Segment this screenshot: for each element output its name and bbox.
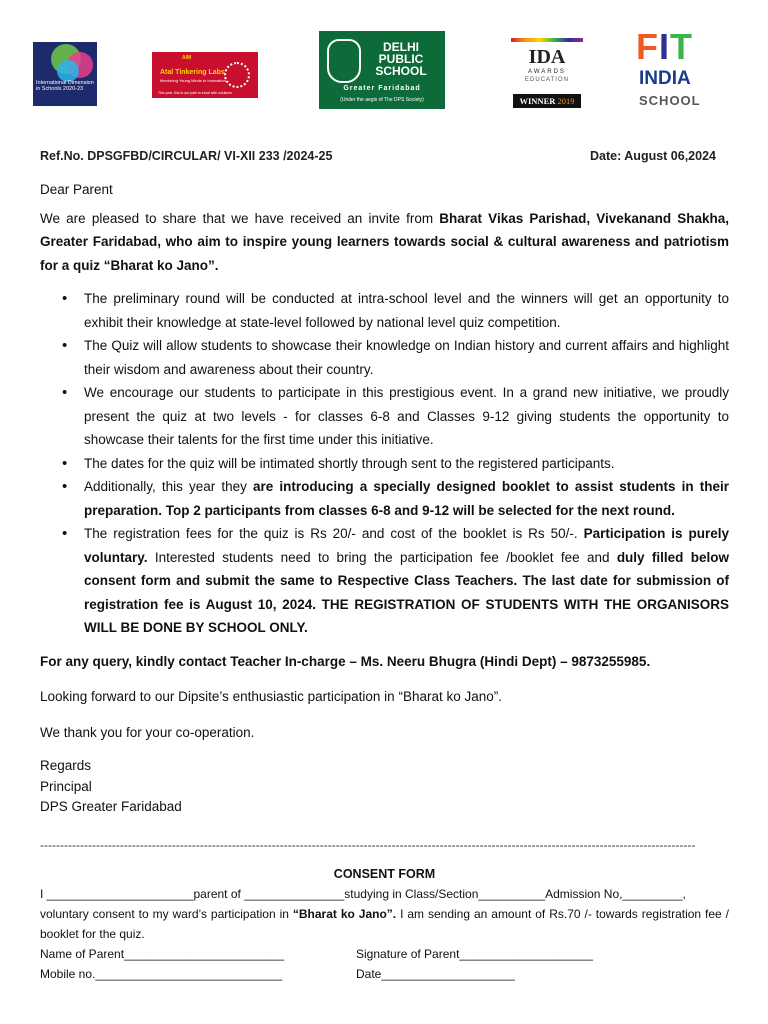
bullet-list <box>40 287 729 640</box>
consent-line-2 <box>40 904 729 944</box>
list-item: • The dates for the quiz will be intimated shortly through sent to the registered participants. <box>84 452 729 476</box>
ida-name: IDA <box>528 46 566 68</box>
ida-year: 2019 <box>557 96 575 106</box>
list-item: • The Quiz will allow students to showcase their knowledge on Indian history and current affairs and highlight their wisdom and awareness about their country. <box>84 334 729 381</box>
form-row-1 <box>40 944 729 964</box>
ida-winner-badge <box>513 94 581 108</box>
ida-winner: WINNER <box>519 96 556 106</box>
idis-logo-text: International Dimension in Schools 2020-23 <box>36 80 94 92</box>
cut-line-divider: -------------------------------------------------------------------------------------------------------------------------------------------------------------------- <box>40 838 696 852</box>
dps-branch: Greater Faridabad <box>343 85 421 92</box>
date-field[interactable]: Date____________________ <box>356 967 515 981</box>
b6-bold-2: duly filled below consent form and submit the same to Respective Class Teachers. The last date for submission of registration fee is August 10, 2024. THE REGISTRATION OF STUDENTS WITH THE ORGANISORS WILL BE DONE BY SCHOOL ONLY. <box>84 549 729 635</box>
salutation: Dear Parent <box>40 182 113 197</box>
reference-number: Ref.No. DPSGFBD/CIRCULAR/ VI-XII 233 /2024-25 <box>40 149 333 163</box>
fit-india-text: INDIA <box>639 68 691 89</box>
consent-amount-text: I am sending an amount of Rs.70 /- towards registration fee / booklet for the quiz. <box>40 907 730 941</box>
atl-subtitle: Mentoring Young Minds to Innovation <box>160 78 226 83</box>
quiz-name: “Bharat ko Jano”. <box>292 907 397 921</box>
dps-name: DELHI PUBLIC SCHOOL <box>375 40 427 78</box>
dps-aegis: (Under the aegis of The DPS Society) <box>340 97 424 103</box>
dps-logo <box>319 31 445 109</box>
list-item <box>84 522 729 640</box>
principal-title: Principal <box>40 778 92 794</box>
atl-title: Atal Tinkering Labs <box>160 69 225 76</box>
signature-block <box>40 756 729 818</box>
consent-form-title: CONSENT FORM <box>333 867 436 881</box>
query-contact: For any query, kindly contact Teacher In-charge – Ms. Neeru Bhugra (Hindi Dept) – 9873255985. <box>40 653 651 669</box>
thanks-line: We thank you for your co-operation. <box>40 724 255 740</box>
intro-bold-text: Bharat Vikas Parishad, Vivekanand Shakha, Greater Faridabad, who aim to inspire young learners towards social & cultural awareness and patriotism for a quiz “Bharat ko Jano”. <box>40 210 730 273</box>
b6-bold-1: Participation is purely voluntary. <box>84 526 729 565</box>
ida-awards: AWARDS <box>528 69 566 75</box>
consent-form <box>40 864 729 984</box>
b5-text: Additionally, this year they <box>84 479 254 494</box>
fit-school-text: SCHOOL <box>639 93 701 108</box>
mobile-number-field[interactable]: Mobile no.____________________________ <box>40 967 283 981</box>
list-item <box>84 475 729 522</box>
name-of-parent-field[interactable]: Name of Parent________________________ <box>40 947 285 961</box>
gear-icon <box>224 62 250 88</box>
b6-text-2: Interested students need to bring the participation fee /booklet fee and <box>147 549 617 565</box>
idis-logo <box>33 42 97 106</box>
ida-awards-logo <box>511 38 583 110</box>
consent-text: voluntary consent to my ward’s participation in <box>40 907 293 921</box>
b5-bold-text: are introducing a specially designed booklet to assist students in their preparation. Top 2 participants from classes 6-8 and 9-12 will be selected for the next round. <box>84 479 729 518</box>
intro-text: We are pleased to share that we have received an invite from <box>40 210 440 226</box>
circular-date: Date: August 06,2024 <box>590 149 716 163</box>
ida-education: EDUCATION <box>525 77 569 83</box>
list-item: • The preliminary round will be conducted at intra-school level and the winners will get an opportunity to exhibit their knowledge at state-level followed by national level quiz competition. <box>84 287 729 334</box>
b6-text-1: The registration fees for the quiz is Rs 20/- and cost of the booklet is Rs 50/-. <box>84 526 584 541</box>
aim-brand: AIM <box>182 55 192 61</box>
intro-paragraph <box>40 207 729 278</box>
list-item: • We encourage our students to participate in this prestigious event. In a grand new initiative, we proudly present the quiz at two levels - for classes 6-8 and Classes 9-12 giving students the opportunity to showcase their talents for the first time under this initiative. <box>84 381 729 452</box>
closing-line: Looking forward to our Dipsite’s enthusiastic participation in “Bharat ko Jano”. <box>40 689 502 704</box>
logo-strip <box>0 26 768 115</box>
school-emblem-icon <box>327 39 361 83</box>
letter-body <box>40 178 729 818</box>
atl-tagline: This year, this is our path to excel with solutions <box>158 91 232 95</box>
regards: Regards <box>40 758 92 773</box>
school-name: DPS Greater Faridabad <box>40 799 182 814</box>
form-row-2 <box>40 964 729 984</box>
atal-tinkering-labs-logo <box>152 52 258 98</box>
consent-line-1: I ______________________parent of _______________studying in Class/Section__________Admission No,_________, <box>40 887 686 901</box>
signature-of-parent-field[interactable]: Signature of Parent____________________ <box>356 947 593 961</box>
fit-india-logo <box>634 26 708 112</box>
fit-text: FIT <box>636 26 694 67</box>
